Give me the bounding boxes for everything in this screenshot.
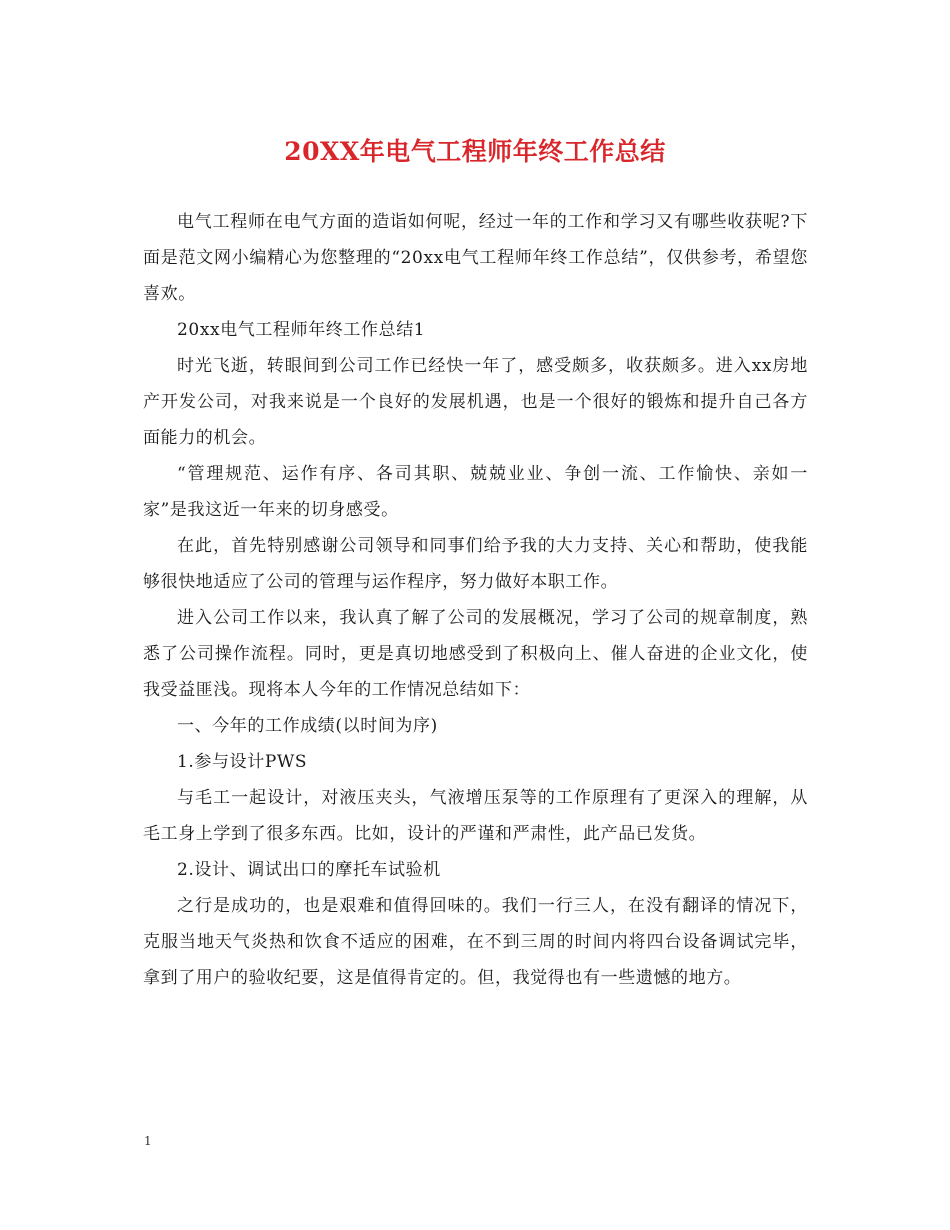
paragraph-item-2-body: 之行是成功的，也是艰难和值得回味的。我们一行三人，在没有翻译的情况下，克服当地天气炎热和饮食不适应的困难，在不到三周的时间内将四台设备调试完毕，拿到了用户的验收纪要，这是值得肯定的。但，我觉得也有一些遗憾的地方。: [143, 896, 808, 988]
document-body: [143, 204, 808, 996]
paragraph-item-1-body: 与毛工一起设计，对液压夹头，气液增压泵等的工作原理有了更深入的理解，从毛工身上学到了很多东西。比如，设计的严谨和严肃性，此产品已发货。: [143, 788, 808, 844]
paragraph-since-joining: 进入公司工作以来，我认真了解了公司的发展概况，学习了公司的规章制度，熟悉了公司操作流程。同时，更是真切地感受到了积极向上、催人奋进的企业文化，使我受益匪浅。现将本人今年的工作情况总结如下：: [143, 608, 808, 700]
paragraph-time-flies: 时光飞逝，转眼间到公司工作已经快一年了，感受颇多，收获颇多。进入xx房地产开发公司，对我来说是一个良好的发展机遇，也是一个很好的锻炼和提升自己各方面能力的机会。: [143, 356, 808, 448]
paragraph-item-2-heading: 2.设计、调试出口的摩托车试验机: [177, 860, 441, 880]
paragraph-item-1-heading: 1.参与设计PWS: [177, 752, 308, 772]
paragraph-achievements-heading: 一、今年的工作成绩(以时间为序): [177, 716, 438, 736]
paragraph-section-heading: 20xx电气工程师年终工作总结1: [177, 320, 426, 340]
document-title: 20XX年电气工程师年终工作总结: [284, 137, 666, 166]
paragraph-intro: 电气工程师在电气方面的造诣如何呢，经过一年的工作和学习又有哪些收获呢?下面是范文网小编精心为您整理的“20xx电气工程师年终工作总结”，仅供参考，希望您喜欢。: [143, 212, 808, 304]
page-number: 1: [144, 1134, 152, 1148]
paragraph-thanks: 在此，首先特别感谢公司领导和同事们给予我的大力支持、关心和帮助，使我能够很快地适应了公司的管理与运作程序，努力做好本职工作。: [143, 536, 808, 592]
paragraph-feelings: “管理规范、运作有序、各司其职、兢兢业业、争创一流、工作愉快、亲如一家”是我这近一年来的切身感受。: [143, 464, 808, 520]
